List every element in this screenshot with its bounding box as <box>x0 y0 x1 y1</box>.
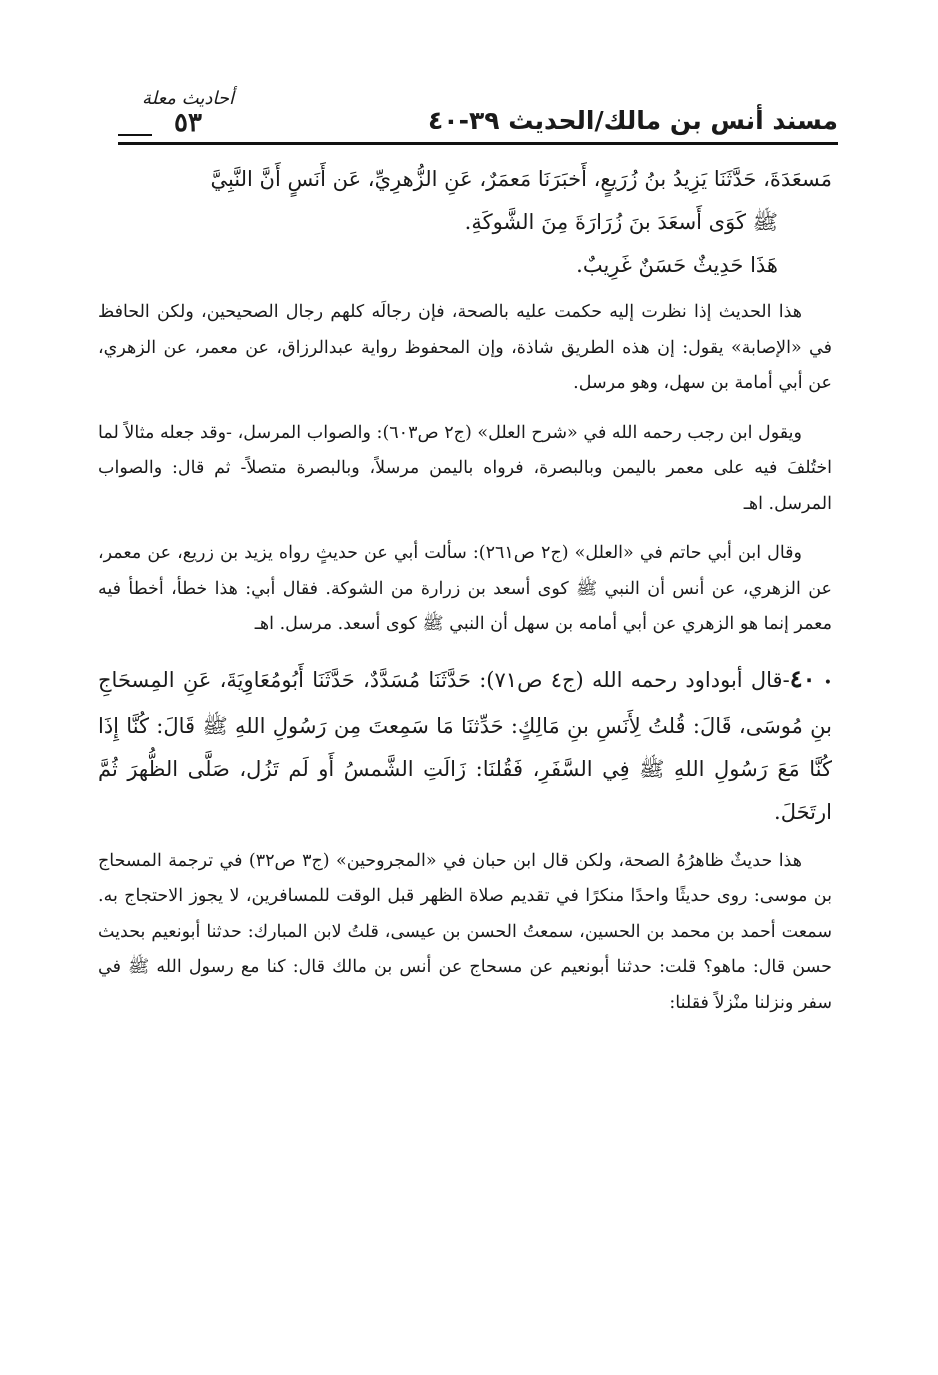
header-rule-short <box>118 134 152 136</box>
hadith-39-grade: هَذَا حَدِيثٌ حَسَنٌ غَرِيبٌ. <box>576 253 778 277</box>
commentary-paragraph: وقال ابن أبي حاتم في «العلل» (ج٢ ص٢٦١): سألت أبي عن حديثٍ رواه يزيد بن زريع، عن معمر، عن الزهري، عن أنس أن النبي ﷺ كوى أسعد بن زرارة من الشوكة. فقال أبي: هذا خطأ، أخطأ فيه معمر إنما هو الزهري عن أبي أمامه بن سهل أن النبي ﷺ كوى أسعد. مرسل. اهـ <box>98 543 832 634</box>
hadith-39-line-2: ﷺ كَوَى أَسعَدَ بنَ زُرَارَةَ مِنَ الشَّوكَةِ. <box>464 210 778 234</box>
page-header <box>118 88 838 146</box>
commentary-paragraph: هذا الحديث إذا نظرت إليه حكمت عليه بالصحة، فإن رجالَه كلهم رجال الصحيحين، ولكن الحافظ في «الإصابة» يقول: إن هذه الطريق شاذة، وإن المحفوظ رواية عبدالرزاق، عن معمر، عن الزهري، عن أبي أمامة بن سهل، وهو مرسل. <box>98 302 832 393</box>
hadith-bullet: • <box>823 674 832 691</box>
running-title: مسند أنس بن مالك/الحديث ٣٩-٤٠ <box>428 106 838 135</box>
hadith-number: ٤٠ <box>789 663 816 693</box>
commentary-paragraph: هذا حديثٌ ظاهرُهُ الصحة، ولكن قال ابن حبان في «المجروحين» (ج٣ ص٣٢) في ترجمة المسحاج بن موسى: روى حديثًا واحدًا منكرًا في تقديم صلاة الظهر قبل الوقت للمسافرين، لا يجوز الاحتجاج به. سمعت أحمد بن محمد بن الحسين، سمعتُ الحسن بن عيسى، قلتُ لابن المبارك: حدثنا أبونعيم بحديث حسن قال: ماهو؟ قلت: حدثنا أبونعيم عن مسحاج عن أنس بن مالك قال: كنا مع رسول الله ﷺ في سفر ونزلنا منْزلاً فقلنا: <box>98 850 832 1013</box>
hadith-40-text <box>98 657 832 834</box>
page-number: ٥٣ <box>174 108 202 138</box>
hadith-40-body: -قال أبوداود رحمه الله (ج٤ ص٧١): حَدَّثَنَا مُسَدَّدٌ، حَدَّثَنَا أَبُومُعَاوِيَةَ، عَنِ المِسحَاجِ بنِ مُوسَى، قَالَ: قُلتُ لِأَنَسِ بنِ مَالِكٍ: حَدِّثنَا مَا سَمِعتَ مِن رَسُولِ اللهِ ﷺ قَالَ: كُنَّا إِذَا كُنَّا مَعَ رَسُولِ اللهِ ﷺ فِي السَّفَرِ، فَقُلنَا: زَالَتِ الشَّمسُ أَو لَم تَزُل، صَلَّى الظُّهرَ ثُمَّ ارتَحَلَ. <box>98 667 832 824</box>
handwritten-margin-note: أحاديث معلة <box>142 88 234 109</box>
header-rule <box>118 142 838 145</box>
page-body <box>98 158 832 1035</box>
hadith-39-line-1: مَسعَدَةَ، حَدَّثَنَا يَزِيدُ بنُ زُرَيعٍ، أَخبَرَنَا مَعمَرٌ، عَنِ الزُّهرِيِّ، عَن أَنَسٍ أَنَّ النَّبِيَّ <box>210 167 832 191</box>
commentary-paragraph: ويقول ابن رجب رحمه الله في «شرح العلل» (ج٢ ص٦٠٣): والصواب المرسل، -وقد جعله مثالاً لما اختُلفَ فيه على معمر باليمن وبالبصرة، فرواه باليمن مرسلاً، وبالبصرة متصلاً- ثم قال: والصواب المرسل. اهـ <box>98 422 832 514</box>
